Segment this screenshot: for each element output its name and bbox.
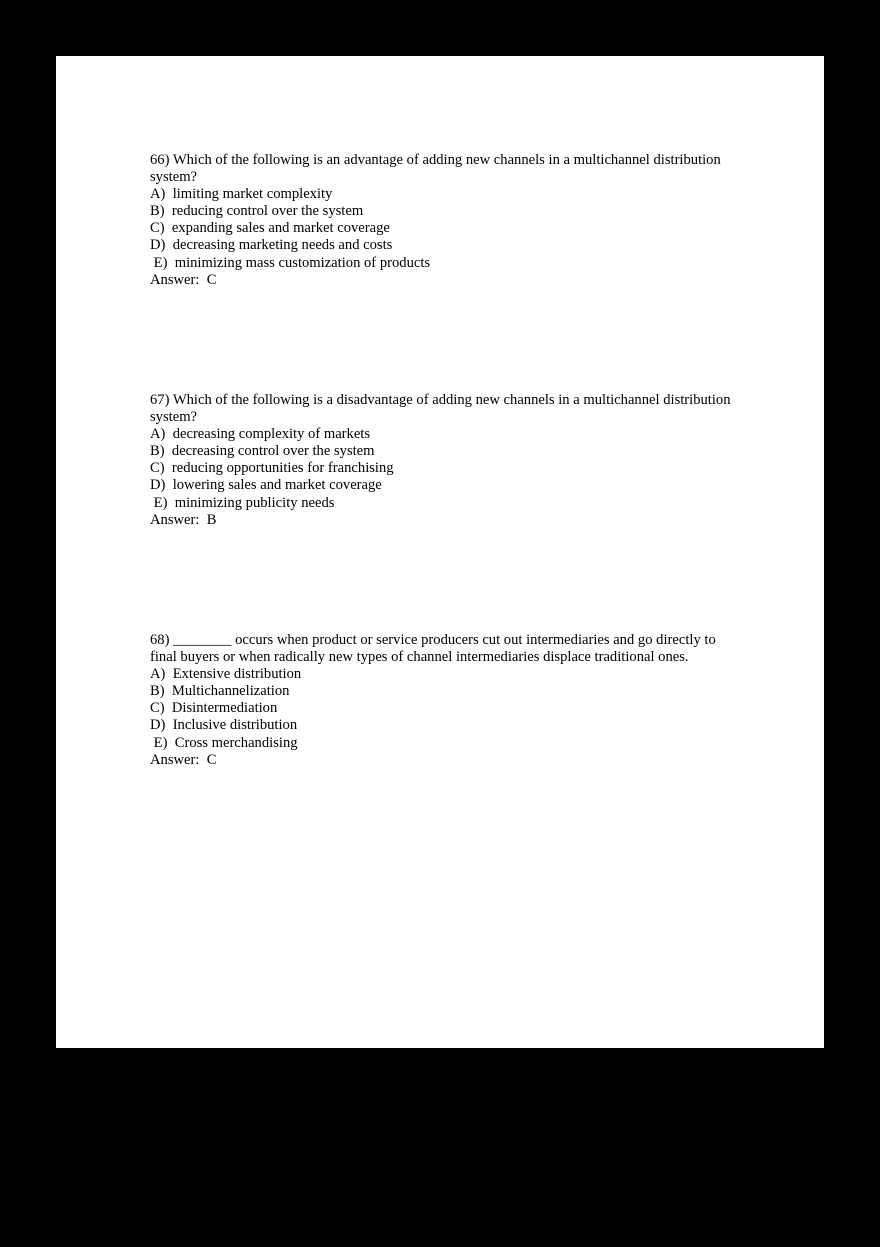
option-d: D) decreasing marketing needs and costs (150, 237, 393, 254)
question-67 (150, 392, 750, 529)
option-c: C) Disintermediation (150, 700, 278, 717)
option-b: B) Multichannelization (150, 683, 290, 700)
question-stem: 68) ________ occurs when product or service producers cut out intermediaries and go directly to final buyers or when radically new types of channel intermediaries displace traditional ones. (150, 632, 716, 666)
answer-line: Answer: B (150, 511, 217, 528)
option-e: E) minimizing publicity needs (150, 494, 335, 511)
option-e: E) Cross merchandising (150, 734, 298, 751)
question-68 (150, 632, 750, 769)
answer-line: Answer: C (150, 271, 217, 288)
option-c: C) reducing opportunities for franchising (150, 460, 394, 477)
question-66 (150, 152, 750, 289)
option-d: D) lowering sales and market coverage (150, 477, 382, 494)
option-d: D) Inclusive distribution (150, 717, 298, 734)
question-stem: 66) Which of the following is an advantage of adding new channels in a multichannel distribution system? (150, 152, 721, 186)
question-stem: 67) Which of the following is a disadvantage of adding new channels in a multichannel distribution system? (150, 392, 731, 426)
option-a: A) limiting market complexity (150, 186, 333, 203)
option-a: A) Extensive distribution (150, 666, 302, 683)
option-b: B) decreasing control over the system (150, 443, 375, 460)
option-a: A) decreasing complexity of markets (150, 426, 371, 443)
option-b: B) reducing control over the system (150, 203, 364, 220)
answer-line: Answer: C (150, 751, 217, 768)
document-page (56, 56, 824, 1048)
option-c: C) expanding sales and market coverage (150, 220, 390, 237)
option-e: E) minimizing mass customization of products (150, 254, 431, 271)
